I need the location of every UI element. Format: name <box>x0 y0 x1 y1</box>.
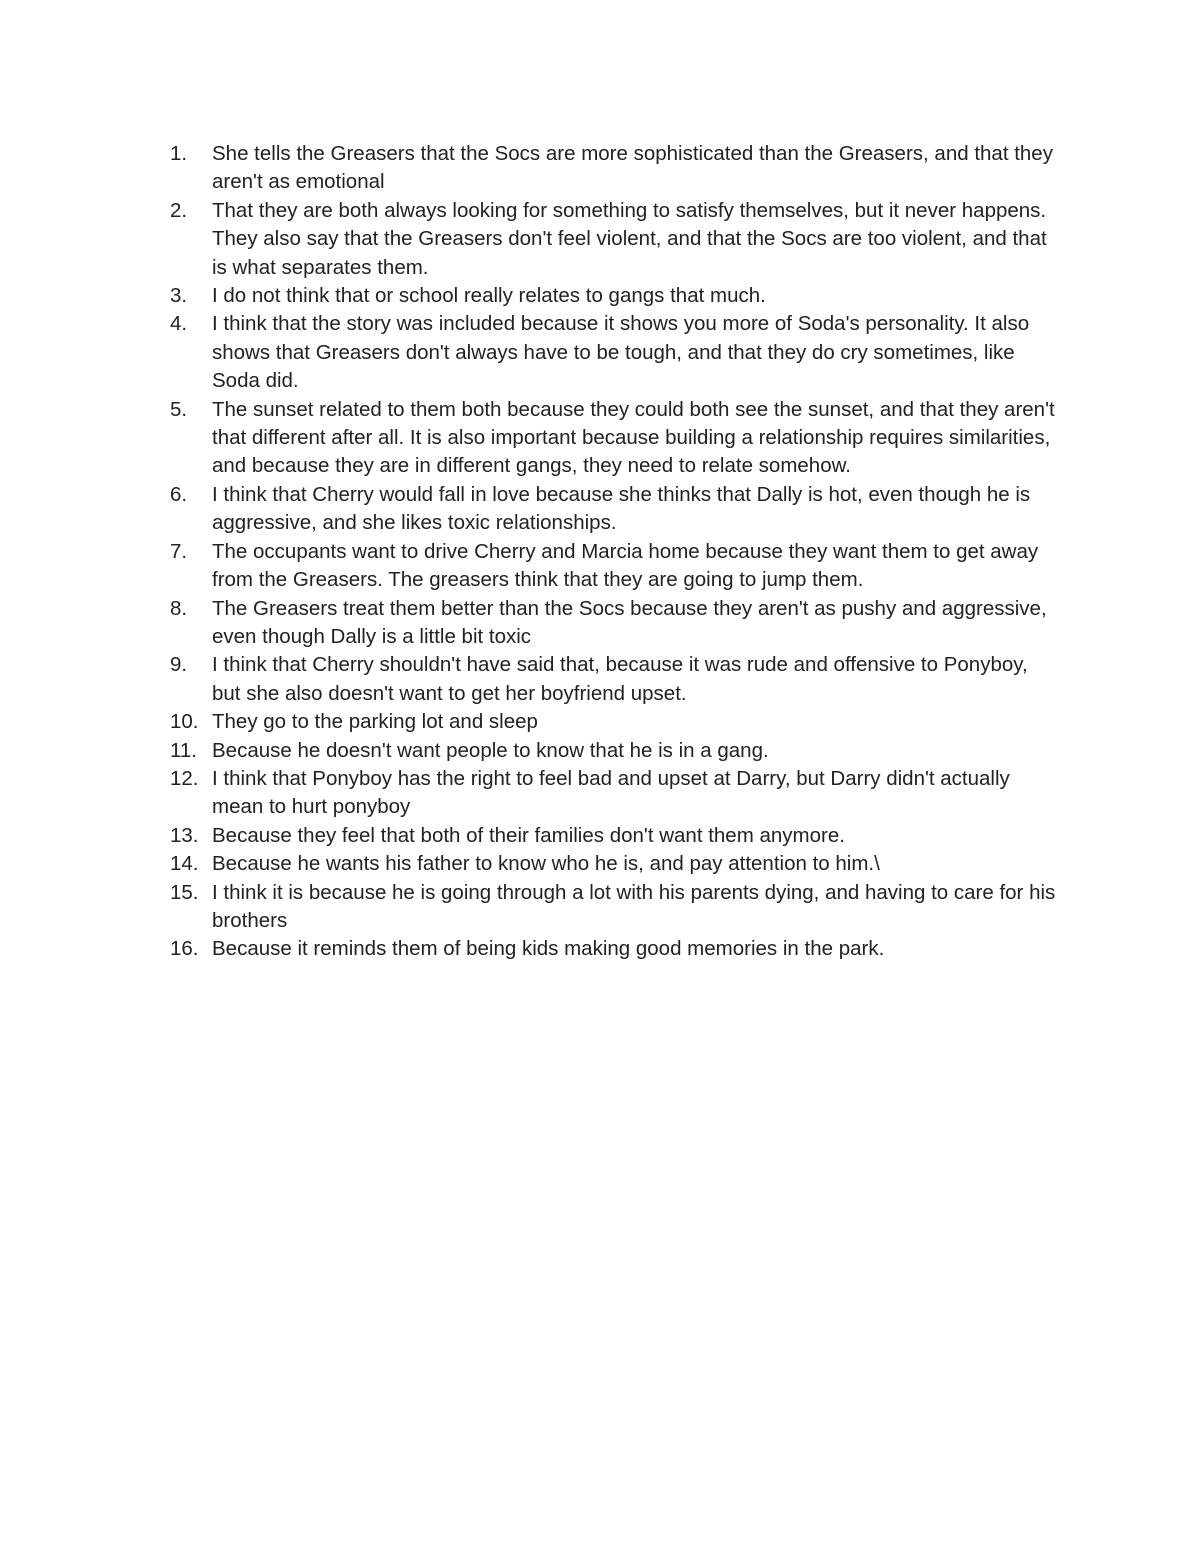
answer-item-14 <box>170 850 1060 878</box>
answer-item-5 <box>170 396 1060 481</box>
answer-text: I think it is because he is going through a lot with his parents dying, and having to care for his brothers <box>212 880 1056 932</box>
answer-number: 13. <box>170 823 199 847</box>
answer-number: 16. <box>170 937 199 961</box>
answer-text: Because it reminds them of being kids making good memories in the park. <box>212 937 885 961</box>
answer-list <box>170 140 1060 964</box>
answer-item-13 <box>170 822 1060 850</box>
answer-number: 11. <box>170 738 197 762</box>
answer-number: 1. <box>170 142 188 165</box>
answer-number: 15. <box>170 880 199 904</box>
answer-item-7 <box>170 538 1060 595</box>
answer-text: I think that Ponyboy has the right to feel bad and upset at Darry, but Darry didn't actually mean to hurt ponyboy <box>212 766 1010 819</box>
answer-item-1 <box>170 140 1060 197</box>
answer-text: That they are both always looking for something to satisfy themselves, but it never happens. They also say that the Greasers don't feel violent, and that the Socs are too violent, and that is what separates them. <box>212 198 1047 279</box>
answer-text: Because he wants his father to know who he is, and pay attention to him.\ <box>212 852 880 876</box>
answer-number: 4. <box>170 312 188 336</box>
answer-item-9 <box>170 651 1060 708</box>
answer-number: 12. <box>170 766 199 790</box>
answer-item-2 <box>170 197 1060 282</box>
answer-text: I think that Cherry shouldn't have said that, because it was rude and offensive to Ponyboy, but she also doesn't want to get her boyfriend upset. <box>212 653 1028 705</box>
answer-text: The Greasers treat them better than the Socs because they aren't as pushy and aggressive, even though Dally is a little bit toxic <box>212 596 1047 648</box>
answer-text: The occupants want to drive Cherry and Marcia home because they want them to get away from the Greasers. The greasers think that they are going to jump them. <box>212 539 1039 592</box>
answer-number: 5. <box>170 397 188 421</box>
answer-item-10 <box>170 708 1060 736</box>
answer-text: The sunset related to them both because they could both see the sunset, and that they aren't that different after all. It is also important because building a relationship requires similarities, and because they are in different gangs, they need to relate somehow. <box>212 397 1055 478</box>
answer-number: 14. <box>170 852 199 876</box>
answer-number: 8. <box>170 596 188 620</box>
answer-number: 9. <box>170 653 188 677</box>
answer-number: 2. <box>170 198 188 222</box>
answer-number: 10. <box>170 710 199 734</box>
answer-text: Because he doesn't want people to know that he is in a gang. <box>212 738 769 762</box>
answer-text: I do not think that or school really relates to gangs that much. <box>212 284 766 308</box>
answer-text: They go to the parking lot and sleep <box>212 710 538 734</box>
answer-item-6 <box>170 481 1060 538</box>
answer-number: 3. <box>170 284 188 308</box>
answer-text: I think that Cherry would fall in love because she thinks that Dally is hot, even though he is aggressive, and she likes toxic relationships. <box>212 482 1031 535</box>
answer-item-8 <box>170 595 1060 652</box>
answer-item-4 <box>170 310 1060 395</box>
answer-text: Because they feel that both of their families don't want them anymore. <box>212 823 845 847</box>
answer-item-11 <box>170 737 1060 765</box>
answer-item-16 <box>170 935 1060 963</box>
answer-number: 7. <box>170 539 188 563</box>
answer-number: 6. <box>170 482 188 506</box>
answer-text: She tells the Greasers that the Socs are more sophisticated than the Greasers, and that they aren't as emotional <box>212 142 1053 194</box>
answer-text: I think that the story was included because it shows you more of Soda's personality. It also shows that Greasers don't always have to be tough, and that they do cry sometimes, like Soda did. <box>212 312 1030 393</box>
answer-item-15 <box>170 879 1060 936</box>
answer-item-12 <box>170 765 1060 822</box>
answer-item-3 <box>170 282 1060 310</box>
